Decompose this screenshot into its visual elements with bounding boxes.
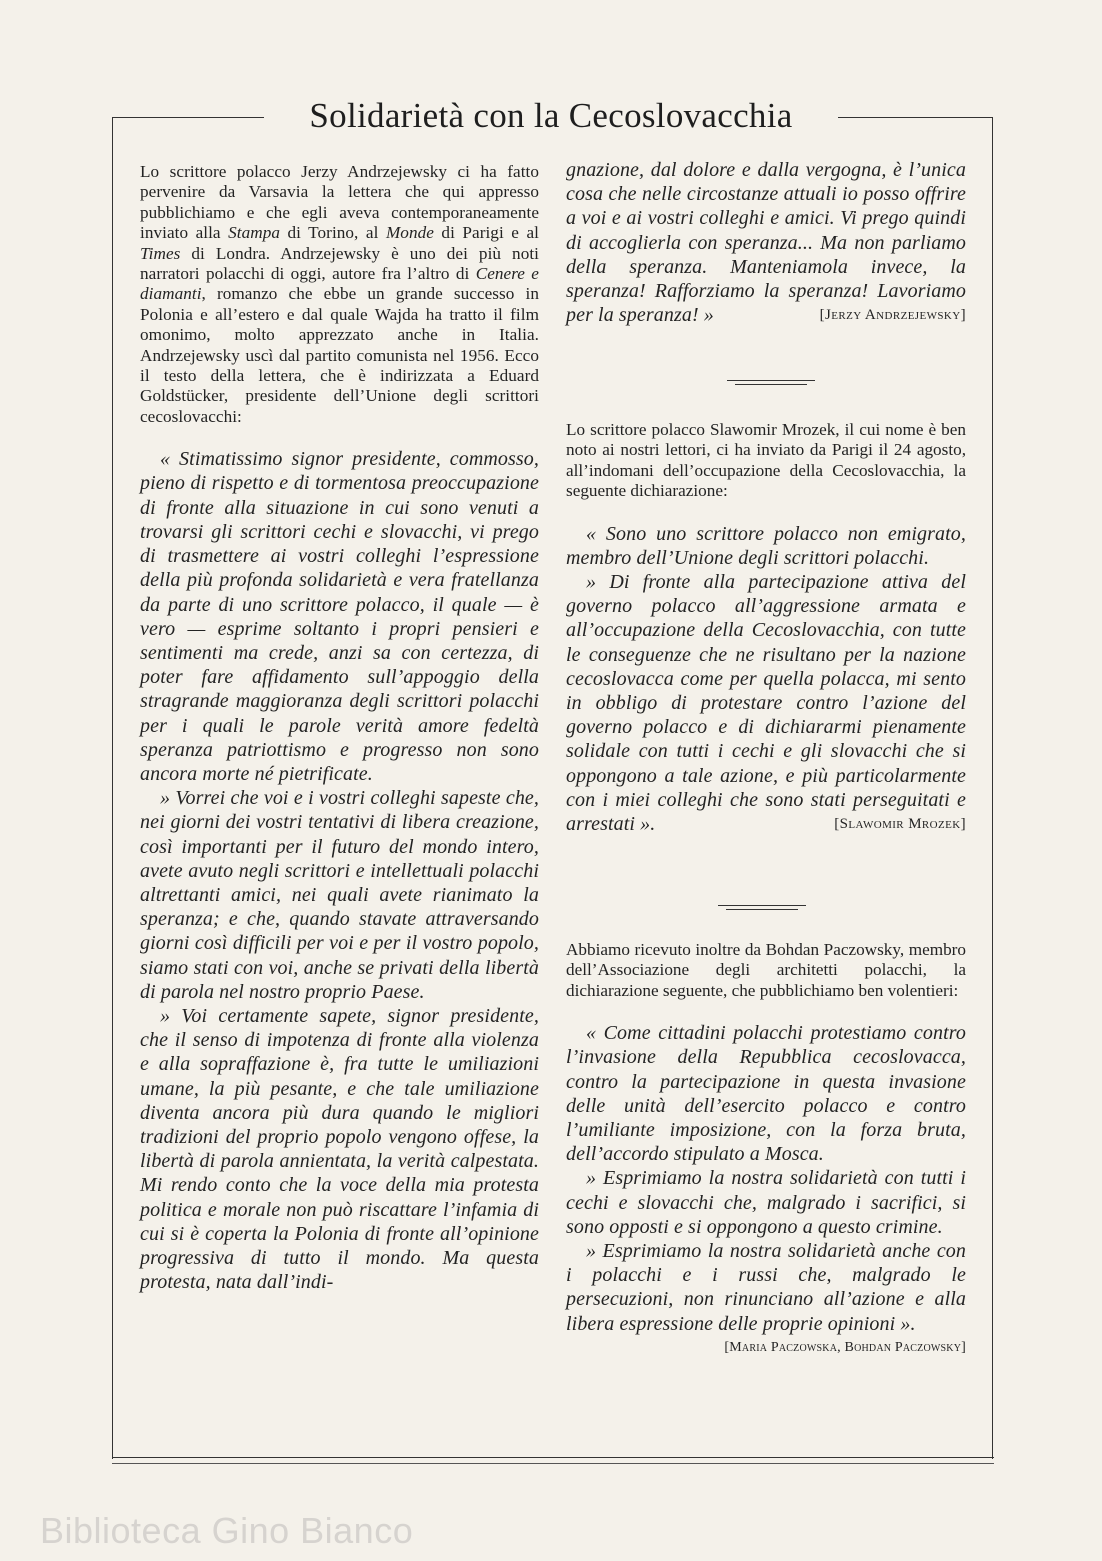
letter-continuation-body: gnazione, dal dolore e dalla vergogna, è l’unica cosa che nelle circostanze attuali io posso offrire a voi e ai vostri colleghi e amici. Vi prego quindi di accoglierla con speranza... Ma non parliamo della speranza. Manteniamola invece, la speranza! Rafforziamo la speranza! Lavoriamo per la speranza! » [566,159,966,327]
frame-top-left-rule [112,117,264,118]
paczowsky-intro: Abbiamo ricevuto inoltre da Bohdan Paczowsky, membro dell’Associazione degli architetti polacchi, la dichiarazione seguente, che pubblichiamo ben volentieri: [566,940,966,1000]
paczowsky-paragraph-3-text: » Esprimiamo la nostra solidarietà anche con i polacchi e i russi che, malgrado le persecuzioni, non rinunciano all’azione e alla libera espressione delle proprie opinioni ». [566,1240,966,1335]
intro-text-4: di Londra. Andrzejewsky è uno dei più noti narratori polacchi di oggi, autore fra l’altro di [140,243,539,284]
intro-book-title: Cenere e diamanti [140,264,539,304]
intro-text-2: di Torino, al [280,223,386,243]
paczowsky-paragraph-1: « Come cittadini polacchi protestiamo contro l’invasione della Repubblica cecoslovacca, contro la partecipazione in questa invasione delle unità dell’esercito polacco e contro l’umiliante imposizione, con la forza bruta, dell’accordo stipulato a Mosca. [566,1022,966,1166]
signature-mrozek: [Slawomir Mrozek] [834,816,966,833]
frame-top-right-rule [838,117,992,118]
intro-text-5: , romanzo che ebbe un grande successo in Polonia e all’estero e dal quale Wajda ha tratto il film omonimo, molto apprezzato anche in Italia. Andrzejewsky uscì dal partito comunista nel 1956. Ecco il testo della lettera, che è indirizzata a Eduard Goldstücker, presidente dell’Unione degli scrittori cecoslovacchi: [140,284,539,426]
intro-paragraph [140,162,539,427]
left-column [140,162,539,1294]
mrozek-quote [566,522,966,837]
paczowsky-quote [566,1021,966,1355]
intro-text-1: Lo scrittore polacco Jerzy Andrzejewsky ci ha fatto pervenire da Varsavia la lettera che qui appresso pubblichiamo e che egli aveva contemporaneamente inviato alla [140,162,539,243]
paczowsky-paragraph-2: » Esprimiamo la nostra solidarietà con tutti i cechi e slovacchi che, malgrado i sacrifici, si sono opposti e si oppongono a questo crimine. [566,1167,966,1238]
section-divider-2 [718,905,806,910]
signature-paczowsky: [Maria Paczowska, Bohdan Paczowsky] [724,1339,966,1355]
paczowsky-section [566,940,966,1360]
frame-bottom-rule [112,1457,994,1458]
section-divider-1 [727,380,815,385]
mrozek-section [566,420,966,836]
intro-times: Times [140,243,181,263]
frame-right-rule [992,117,993,1459]
letter-continuation [566,158,966,327]
mrozek-paragraph-2-text: » Di fronte alla partecipazione attiva del governo polacco all’aggressione armata e all’occupazione della Cecoslovacchia, con tutte le conseguenze che ne risultano per la nazione cecoslovacca come per quella polacca, mi sento in obbligo di protestare contro l’azione del governo polacco e di dichiararmi pienamente solidale con tutti i cechi e gli slovacchi che si oppongono a tale azione, e più particolarmente con i miei colleghi che sono stati perseguitati e arrestati ». [566,571,966,836]
mrozek-paragraph-1: « Sono uno scrittore polacco non emigrato, membro dell’Unione degli scrittori polacchi. [566,522,966,569]
mrozek-intro: Lo scrittore polacco Slawomir Mrozek, il cui nome è ben noto ai nostri lettori, ci ha inviato da Parigi il 24 agosto, all’indomani dell’occupazione della Cecoslovacchia, la seguente dichiarazione: [566,420,966,501]
signature-andrzejewsky: [Jerzy Andrzejewsky] [819,307,966,324]
intro-text-3: di Parigi e al [433,223,539,243]
library-watermark: Biblioteca Gino Bianco [40,1510,414,1551]
frame-bottom-rule-thin [112,1463,994,1464]
paczowsky-paragraph-3 [566,1239,966,1355]
intro-monde: Monde [385,223,434,243]
intro-stampa: Stampa [228,223,280,243]
page-title: Solidarietà con la Cecoslovacchia [309,96,793,135]
letter-paragraph-2: » Vorrei che voi e i vostri colleghi sapeste che, nei giorni dei vostri tentativi di libera creazione, così importanti per il futuro del mondo intero, avete avuto negli scrittori e intellettuali polacchi altrettanti amici, nei quali avete rianimato la speranza; e che, quando stavate attraversando giorni così difficili per voi e per il vostro popolo, siamo stati con voi, anche se privati della libertà di parola nel nostro proprio Paese. [140,787,539,1003]
mrozek-paragraph-2 [566,570,966,836]
letter-paragraph-1: « Stimatissimo signor presidente, commosso, pieno di rispetto e di tormentosa preoccupazione di fronte alla situazione in cui sono venuti a trovarsi gli scrittori cechi e slovacchi, vi prego di trasmettere ai vostri colleghi l’espressione della più profonda solidarietà e vera fratellanza da parte di uno scrittore polacco, il quale — è vero — esprime soltanto i propri pensieri e sentimenti ma crede, anzi sa con certezza, di poter fare affidamento sull’appoggio della stragrande maggioranza degli scrittori polacchi per i quali le parole verità amore fedeltà speranza patriottismo e progresso non sono ancora morte né pietrificate. [140,448,539,785]
letter-quote [140,447,539,1294]
letter-paragraph-3: » Voi certamente sapete, signor presidente, che il senso di impotenza di fronte alla violenza e alla sopraffazione è, fra tutte le umiliazioni umane, la più pesante, e che tale umiliazione diventa ancora più dura quando le migliori tradizioni del proprio popolo vengono offese, la libertà di parola annientata, la verità calpestata. Mi rendo conto che la voce della mia protesta politica e morale non può riscattare l’infamia di cui si è coperta la Polonia di fronte all’opinione progressiva di tutto il mondo. Ma questa protesta, nata dall’indi- [140,1004,539,1294]
letter-continuation-text [566,158,966,327]
right-column [566,158,966,327]
frame-left-rule [112,117,113,1459]
